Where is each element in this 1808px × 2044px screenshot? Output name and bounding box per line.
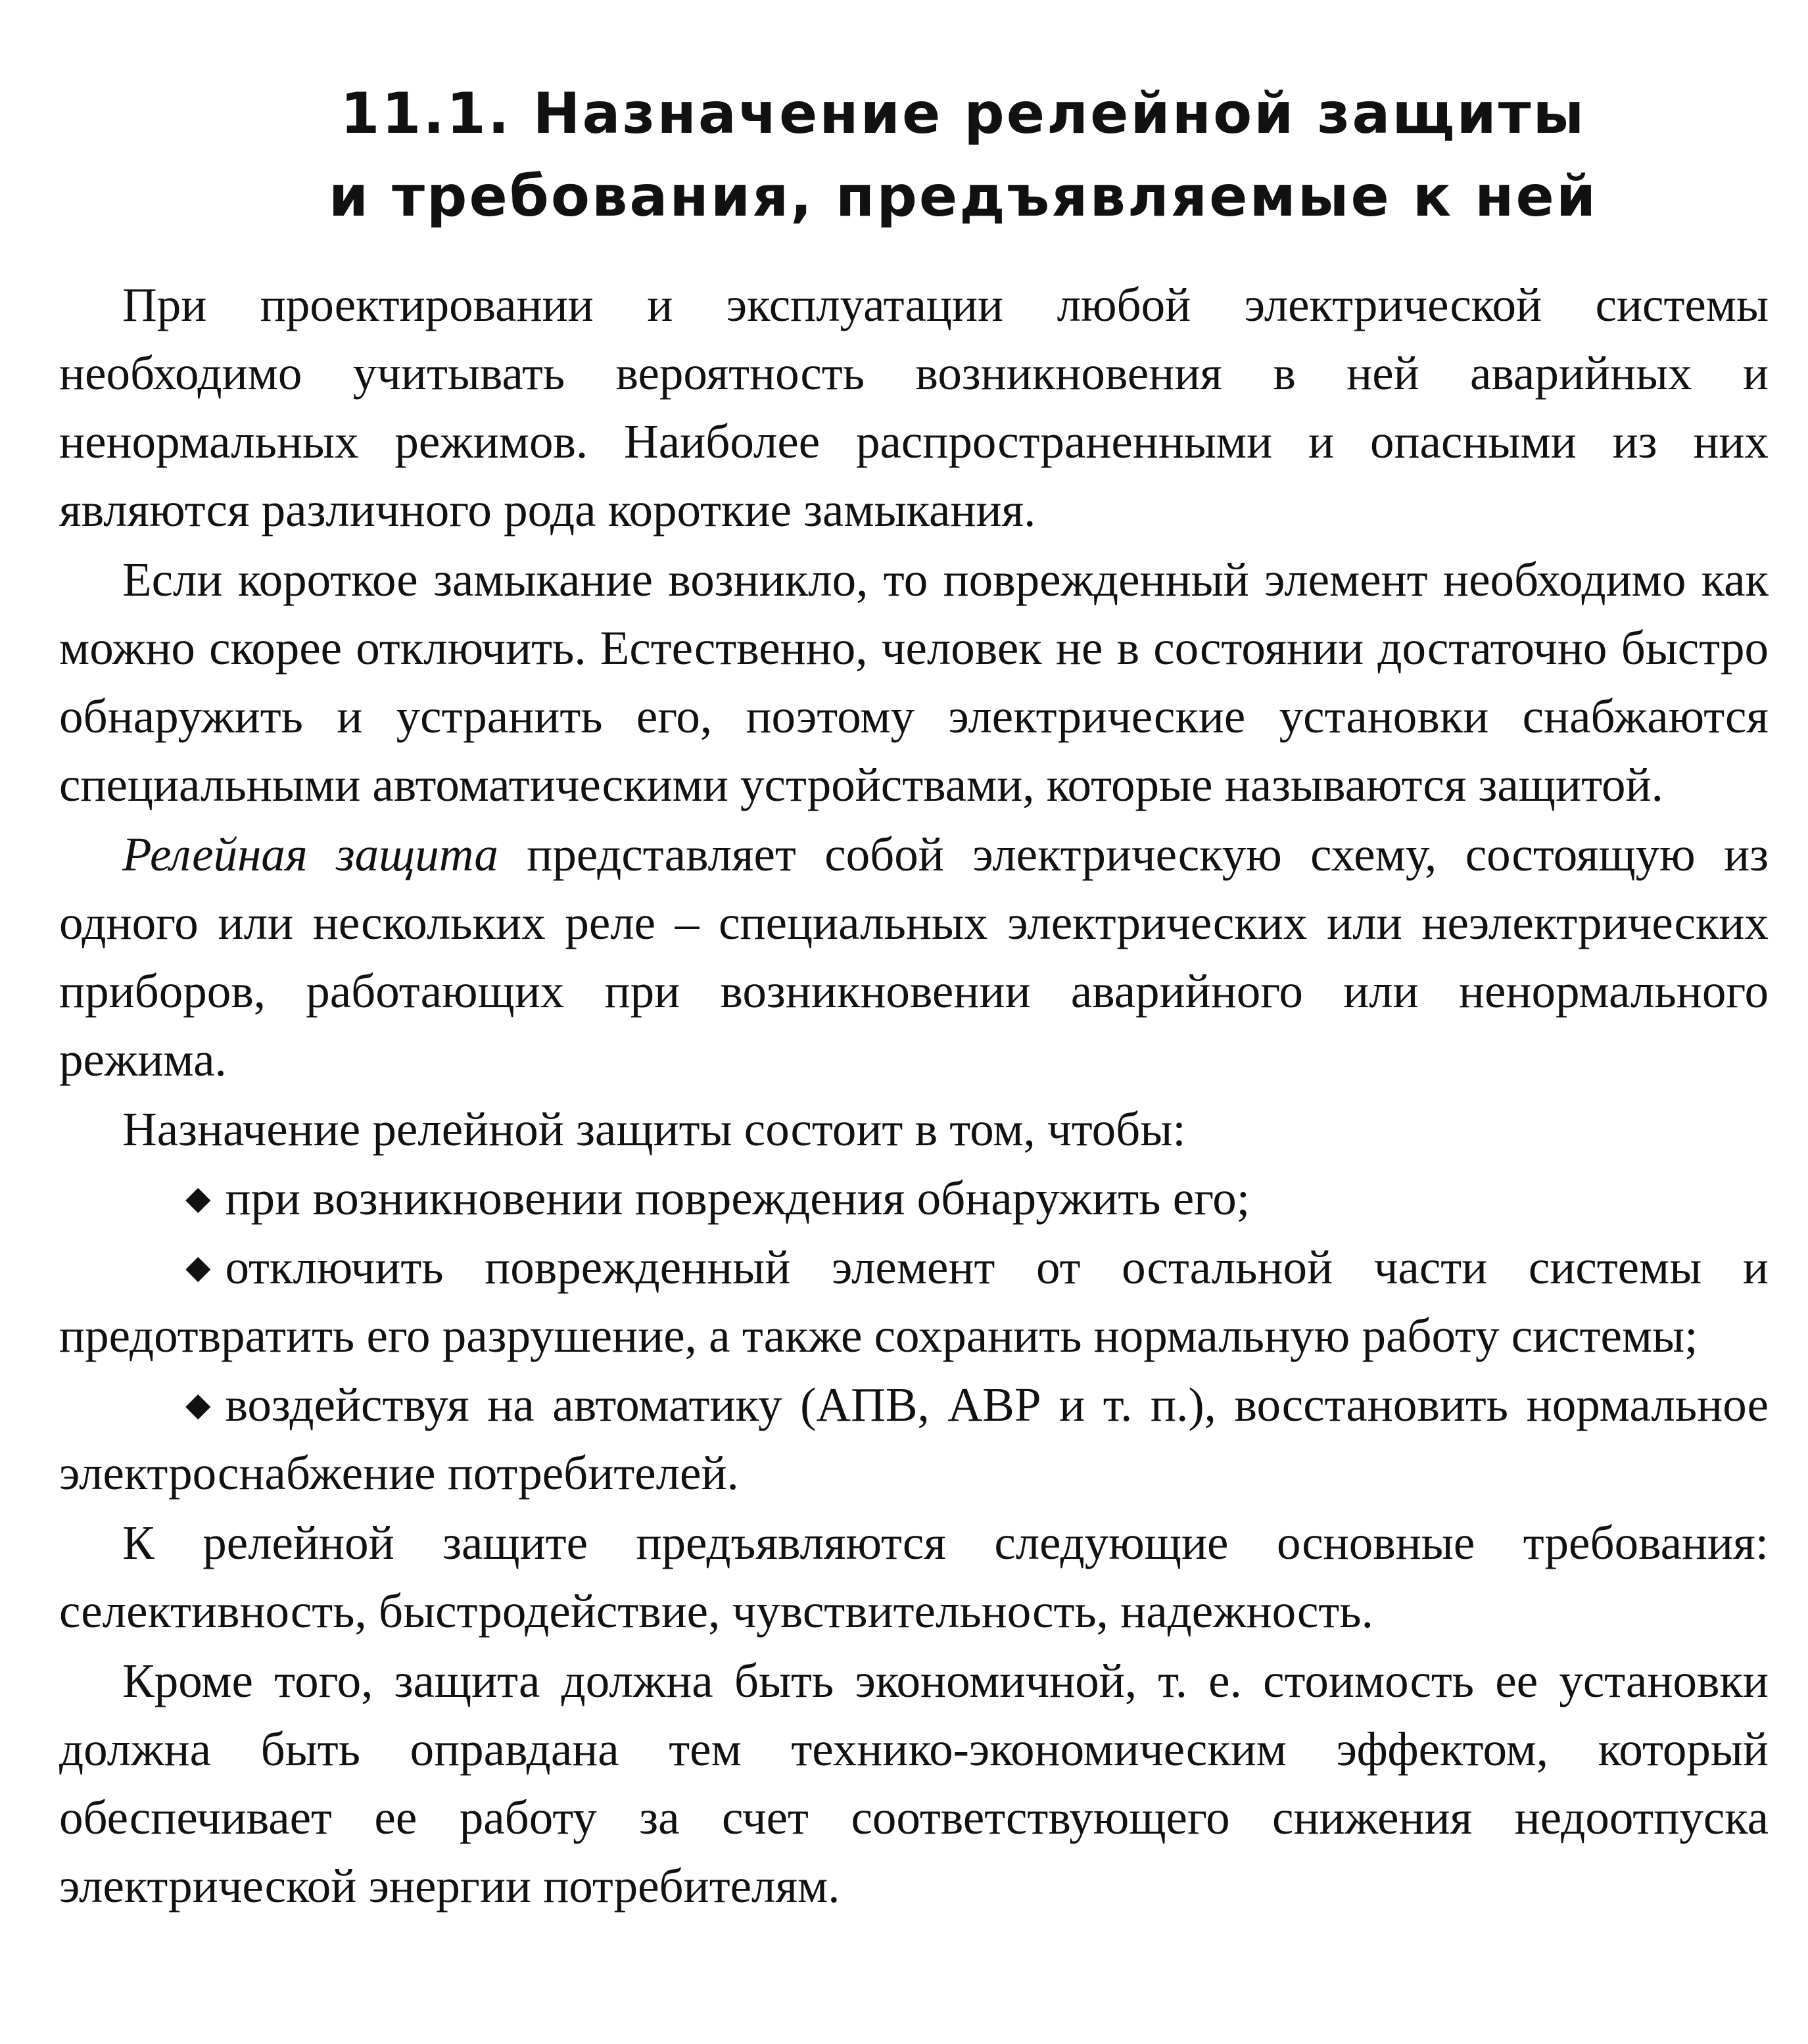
paragraph-6: Кроме того, защита должна быть экономичной, т. е. стоимость ее установки должна быть оправдана тем технико-экономическим эффектом, который обеспечивает ее работу за счет соответствующего снижения недоотпуска электрической энергии потребителям.	[59, 1654, 1769, 1913]
bullet-item-2	[59, 1233, 1769, 1370]
body-text	[59, 271, 1769, 1920]
bullet-item-1	[59, 1164, 1769, 1233]
heading-line-1: 11.1. Назначение релейной защиты	[340, 81, 1586, 147]
bullet-text-3: воздействуя на автоматику (АПВ, АВР и т. п.), восстановить нормальное электроснабжение потребителей.	[59, 1378, 1769, 1500]
bullet-diamond-icon: ◆	[185, 1179, 211, 1216]
section-heading	[59, 72, 1769, 238]
paragraph-5: К релейной защите предъявляются следующие основные требования: селективность, быстродействие, чувствительность, надежность.	[59, 1516, 1769, 1638]
paragraph-1: При проектировании и эксплуатации любой электрической системы необходимо учитывать вероятность возникновения в ней аварийных и ненормальных режимов. Наиболее распространенными и опасными из них являются различного рода короткие замыкания.	[59, 278, 1769, 536]
term-relay-protection: Релейная защита	[122, 828, 498, 881]
paragraph-4: Назначение релейной защиты состоит в том, чтобы:	[122, 1103, 1186, 1156]
bullet-diamond-icon: ◆	[185, 1248, 211, 1285]
bullet-text-2: отключить поврежденный элемент от остальной части системы и предотвратить его разрушение, а также сохранить нормальную работу системы;	[59, 1241, 1769, 1362]
heading-line-2: и требования, предъявляемые к ней	[328, 164, 1598, 229]
bullet-item-3	[59, 1370, 1769, 1508]
document-page	[59, 72, 1769, 1920]
paragraph-3-rest: представляет собой электрическую схему, состоящую из одного или нескольких реле – специальных электрических или неэлектрических приборов, работающих при возникновении аварийного или ненормального режима.	[59, 828, 1769, 1086]
paragraph-2: Если короткое замыкание возникло, то поврежденный элемент необходимо как можно скорее отключить. Естественно, человек не в состоянии достаточно быстро обнаружить и устранить его, поэтому электрические установки снабжаются специальными автоматическими устройствами, которые называются защитой.	[59, 553, 1769, 811]
paragraph-3	[59, 820, 1769, 1094]
bullet-diamond-icon: ◆	[185, 1386, 211, 1423]
bullet-text-1: при возникновении повреждения обнаружить его;	[225, 1172, 1250, 1225]
